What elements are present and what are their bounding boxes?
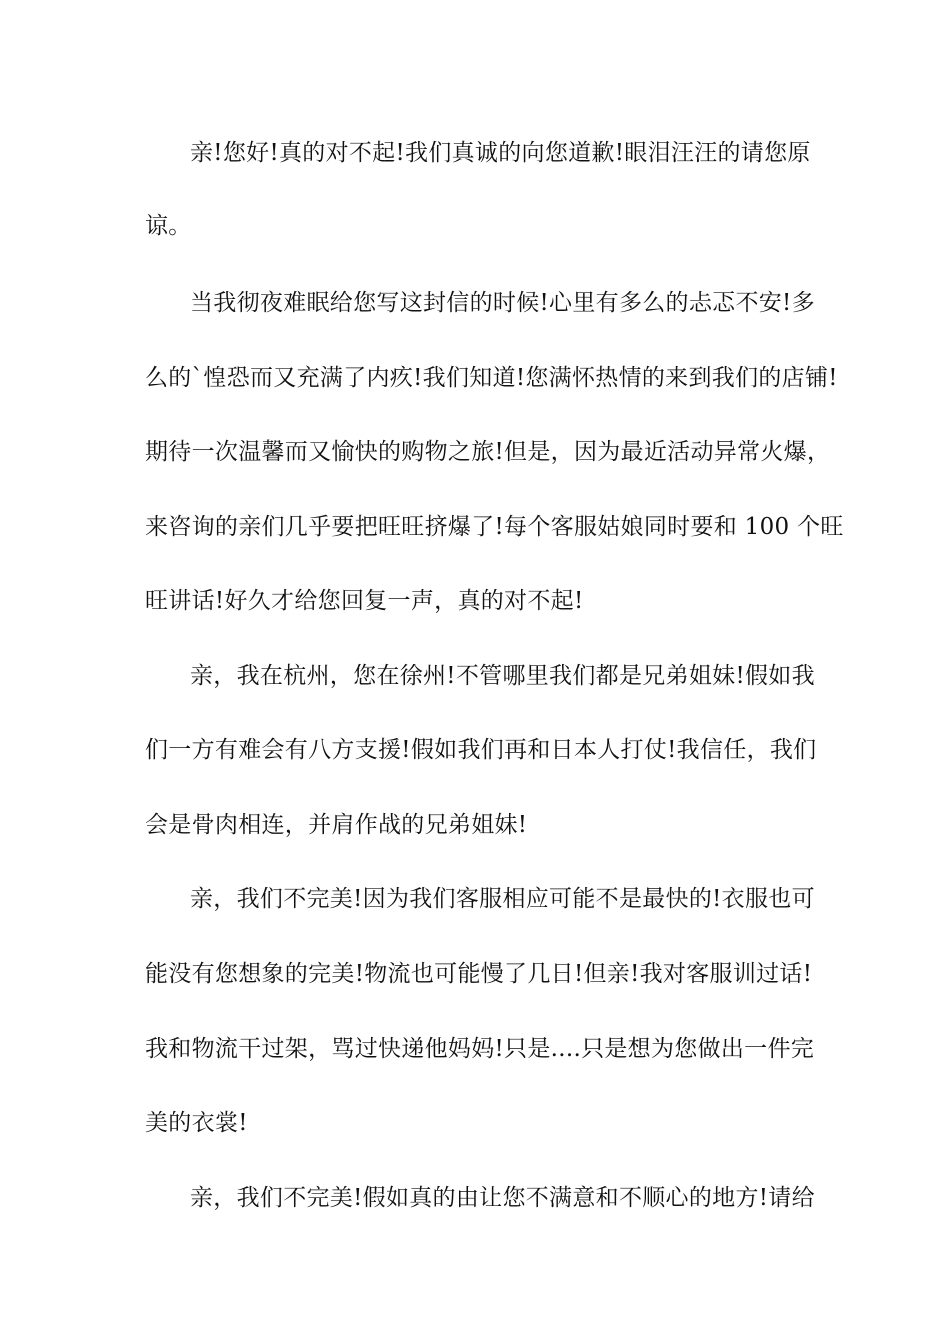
text-line: 亲，我们不完美!假如真的由让您不满意和不顺心的地方!请给 [190, 1185, 815, 1211]
text-line: 期待一次温馨而又愉快的购物之旅!但是，因为最近活动异常火爆， [145, 439, 831, 465]
text-line: 么的`惶恐而又充满了内疚!我们知道!您满怀热情的来到我们的店铺! [145, 365, 838, 391]
text-line: 美的衣裳! [145, 1110, 248, 1136]
text-line: 亲，我在杭州，您在徐州!不管哪里我们都是兄弟姐妹!假如我 [190, 663, 815, 689]
text-line: 能没有您想象的完美!物流也可能慢了几日!但亲!我对客服训过话! [145, 961, 813, 987]
text-line: 会是骨肉相连，并肩作战的兄弟姐妹! [145, 812, 528, 838]
text-line: 我和物流干过架，骂过快递他妈妈!只是....只是想为您做出一件完 [145, 1036, 815, 1062]
text-line: 旺讲话!好久才给您回复一声，真的对不起! [145, 588, 584, 614]
text-line: 谅。 [145, 213, 192, 239]
text-line: 们一方有难会有八方支援!假如我们再和日本人打仗!我信任，我们 [145, 737, 817, 763]
text-line: 亲!您好!真的对不起!我们真诚的向您道歉!眼泪汪汪的请您原 [190, 140, 811, 166]
text-line: 当我彻夜难眠给您写这封信的时候!心里有多么的忐忑不安!多 [190, 290, 815, 316]
text-line: 亲，我们不完美!因为我们客服相应可能不是最快的!衣服也可 [190, 886, 815, 912]
text-line: 来咨询的亲们几乎要把旺旺挤爆了!每个客服姑娘同时要和 100 个旺 [145, 514, 844, 540]
